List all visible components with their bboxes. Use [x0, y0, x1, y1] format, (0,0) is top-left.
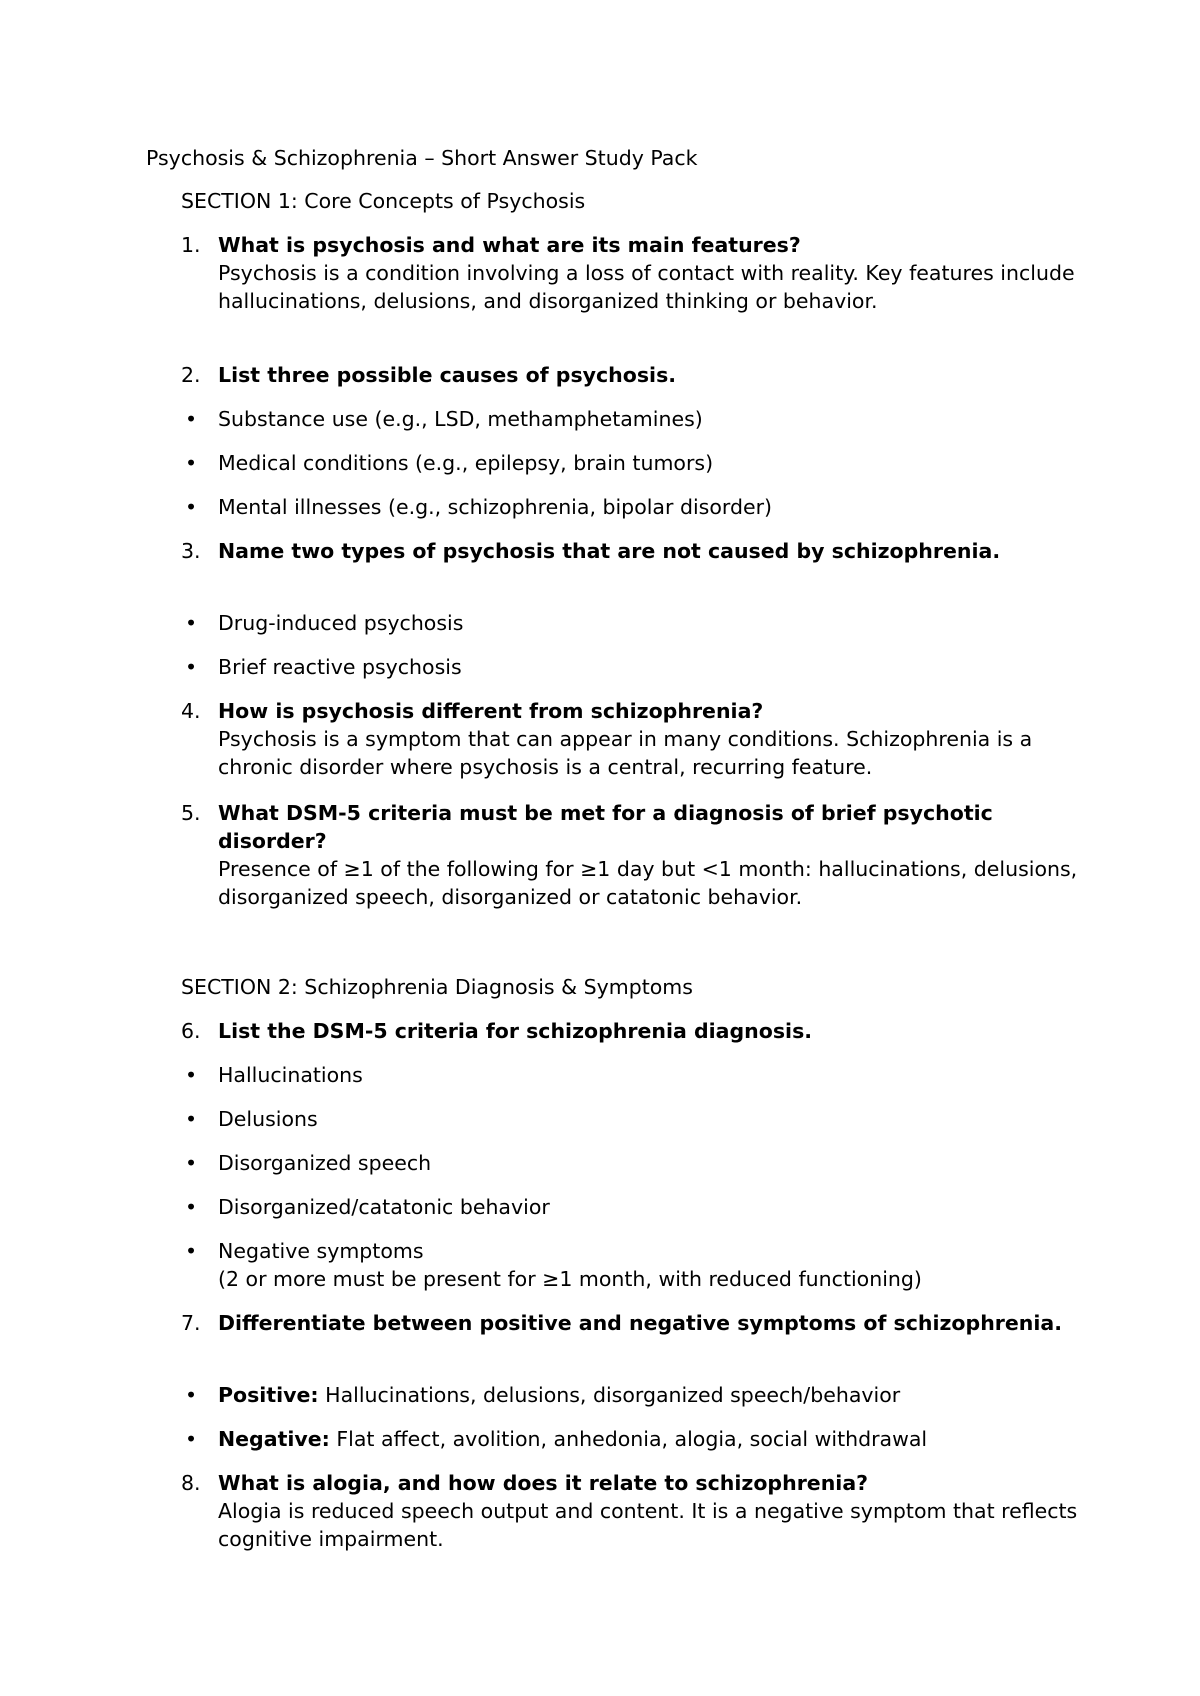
- bullet-marker: •: [185, 655, 198, 679]
- list-item: Medical conditions (e.g., epilepsy, brain tumors): [218, 451, 714, 475]
- question-number: 4.: [181, 699, 201, 723]
- question-number: 8.: [181, 1471, 201, 1495]
- list-item: Mental illnesses (e.g., schizophrenia, bipolar disorder): [218, 495, 772, 519]
- list-item: Substance use (e.g., LSD, methamphetamines): [218, 407, 703, 431]
- question-1: [218, 231, 1098, 315]
- question-number: 1.: [181, 233, 201, 257]
- bullet-marker: •: [185, 1063, 198, 1087]
- bullet-marker: •: [185, 451, 198, 475]
- list-item: Disorganized/catatonic behavior: [218, 1195, 550, 1219]
- question-4: [218, 697, 1098, 781]
- question-number: 5.: [181, 801, 201, 825]
- list-item: Hallucinations: [218, 1063, 363, 1087]
- list-item: Disorganized speech: [218, 1151, 432, 1175]
- bullet-marker: •: [185, 1427, 198, 1451]
- question-text: What is alogia, and how does it relate to schizophrenia?: [218, 1471, 869, 1495]
- list-item-text: Negative symptoms: [218, 1239, 424, 1263]
- question-5: [218, 799, 1098, 911]
- question-6: [218, 1017, 1098, 1045]
- question-number: 2.: [181, 363, 201, 387]
- bullet-marker: •: [185, 1107, 198, 1131]
- answer-text: Psychosis is a condition involving a loss of contact with reality. Key features include hallucinations, delusions, and disorganized thinking or behavior.: [218, 261, 1075, 313]
- bullet-marker: •: [185, 611, 198, 635]
- question-8: [218, 1469, 1098, 1553]
- list-item: Delusions: [218, 1107, 318, 1131]
- list-item: Brief reactive psychosis: [218, 655, 462, 679]
- question-7: [218, 1309, 1098, 1337]
- question-number: 6.: [181, 1019, 201, 1043]
- bullet-marker: •: [185, 407, 198, 431]
- question-text: Name two types of psychosis that are not caused by schizophrenia.: [218, 539, 1001, 563]
- question-2: [218, 361, 1098, 389]
- document-title: Psychosis & Schizophrenia – Short Answer Study Pack: [146, 146, 698, 170]
- question-text: List the DSM-5 criteria for schizophrenia diagnosis.: [218, 1019, 813, 1043]
- question-text: How is psychosis different from schizophrenia?: [218, 699, 764, 723]
- question-text: What is psychosis and what are its main features?: [218, 233, 801, 257]
- bullet-marker: •: [185, 495, 198, 519]
- answer-text: Alogia is reduced speech output and content. It is a negative symptom that reflects cognitive impairment.: [218, 1499, 1078, 1551]
- list-item: [218, 1425, 1098, 1453]
- list-item-label: Positive:: [218, 1383, 319, 1407]
- question-text: Differentiate between positive and negative symptoms of schizophrenia.: [218, 1311, 1063, 1335]
- list-item: [218, 1237, 1098, 1293]
- bullet-marker: •: [185, 1151, 198, 1175]
- question-number: 3.: [181, 539, 201, 563]
- section-1-heading: SECTION 1: Core Concepts of Psychosis: [181, 189, 586, 213]
- question-text: List three possible causes of psychosis.: [218, 363, 677, 387]
- list-item: Drug-induced psychosis: [218, 611, 464, 635]
- list-item-text: Hallucinations, delusions, disorganized speech/behavior: [318, 1383, 901, 1407]
- list-item: [218, 1381, 1098, 1409]
- list-item-label: Negative:: [218, 1427, 330, 1451]
- answer-text: Psychosis is a symptom that can appear in many conditions. Schizophrenia is a chronic disorder where psychosis is a central, recurring feature.: [218, 727, 1033, 779]
- answer-text: Presence of ≥1 of the following for ≥1 day but <1 month: hallucinations, delusions, disorganized speech, disorganized or catatonic behavior.: [218, 857, 1078, 909]
- bullet-marker: •: [185, 1239, 198, 1263]
- list-item-text: Flat affect, avolition, anhedonia, alogia, social withdrawal: [329, 1427, 928, 1451]
- question-3: [218, 537, 1098, 565]
- list-item-note: (2 or more must be present for ≥1 month, with reduced functioning): [218, 1267, 922, 1291]
- section-2-heading: SECTION 2: Schizophrenia Diagnosis & Symptoms: [181, 975, 693, 999]
- bullet-marker: •: [185, 1383, 198, 1407]
- question-number: 7.: [181, 1311, 201, 1335]
- bullet-marker: •: [185, 1195, 198, 1219]
- question-text: What DSM-5 criteria must be met for a diagnosis of brief psychotic disorder?: [218, 801, 993, 853]
